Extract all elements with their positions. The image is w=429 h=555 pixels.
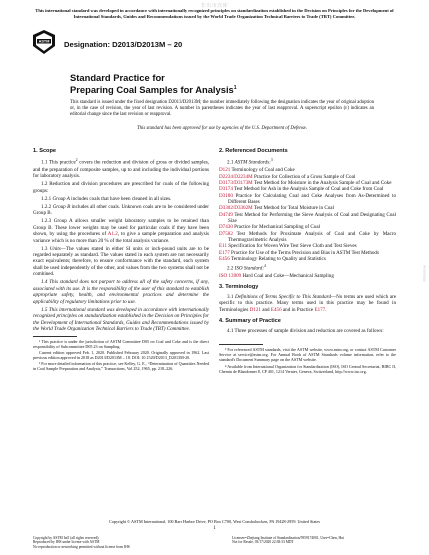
para-1-5: 1.5 This international standard was developed in accordance with internationally recognized principles on standardization established in the Decision on Principles for the Development of International Standards, Guides and Recommendations issued by the World Trade Organization Technical Barriers to Trade (TBT) Committee. — [33, 306, 209, 333]
reference-code-link[interactable]: D3174 — [219, 186, 233, 193]
reference-item — [219, 212, 396, 225]
section-4-heading: 4. Summary of Practice — [219, 318, 281, 325]
left-column — [33, 148, 209, 373]
license-right — [232, 536, 412, 545]
footnote-1-edition: Current edition approved Feb. 1, 2020. Published February 2020. Originally approved in 1962. Last previous edition approved in 2018 as D2013/D2013M – 18. DOI: 10.1520/D2013_D2013M-20. — [33, 350, 209, 361]
license-line: Copyright by ASTM Int'l (all rights reserved); — [33, 536, 100, 540]
title-line-1: Standard Practice for — [70, 72, 165, 83]
reference-code-link[interactable]: D4749 — [219, 211, 233, 218]
license-line: Reproduced by IHS under license with ASTM — [33, 540, 100, 545]
svg-text:ASTM: ASTM — [38, 39, 50, 44]
reference-code-link[interactable]: E177 — [219, 249, 230, 256]
issuance-note: This standard is issued under the fixed designation D2013/D2013M; the number immediately following the designation indicates the year of original adoption or, in the case of revision, the year of last revision. A number in parentheses indicates the year of last reapproval. A superscript epsilon (ε) indicates an editorial change since the last revision or reapproval. — [70, 100, 374, 118]
text: 1.2.3 Group A allows smaller weight laboratory samples to be retained than Group B. These lower weights may be used for particular coals if they have been shown, by using the procedures of — [33, 218, 209, 238]
text: and — [260, 306, 271, 313]
reference-item — [219, 231, 396, 244]
reference-title: Test Method for Moisture in the Analysis Sample of Coal and Coke — [252, 179, 392, 186]
reference-title: Practice for Use of the Terms Precision and Bias in ASTM Test Methods — [229, 249, 379, 256]
para-1-2-2 — [33, 204, 209, 217]
side-watermark: 非出市次库 — [422, 265, 426, 282]
reference-code-link[interactable]: D7430 — [219, 224, 233, 231]
title-line-2 — [70, 83, 370, 95]
reference-code-link[interactable]: D3180 — [219, 192, 233, 199]
wto-notice: This international standard was developed in accordance with internationally recognized principles on standardization established in the Decision on Principles for the Development of International Standards, Guides and Recommendations issued by the World Trade Organization Technical Barriers to Trade (TBT) Committee. — [35, 8, 394, 19]
text: includes all other coals. Unknown coals are to be considered under Group B. — [33, 203, 210, 217]
iso-standard-label: ISO Standard: — [234, 266, 265, 273]
num: 2.2 — [227, 266, 235, 273]
para-1-2-1 — [33, 196, 209, 202]
footnote-4: ⁴ Available from International Organization for Standardization (ISO), ISO Central Secretariat, BIBC II, Chemin de Blandonnet 8, CP 401, 1214 Vernier, Geneva, Switzerland, http://www.iso.org. — [219, 363, 396, 374]
reference-title: Test Methods for Proximate Analysis of Coal and Coke by Macro Thermogravimetric Analysis — [228, 230, 396, 243]
para-1-1-rest: covers the reduction and division of gross or divided samples, and the preparation of composite samples, up to and including the individual portions for laboratory analysis. — [33, 160, 209, 180]
para-1-2: 1.2 Reduction and division procedures are prescribed for coals of the following groups: — [33, 181, 209, 194]
text: —No terms are used which are specific to this practice. Many terms used in this practice may be found in Terminologies — [219, 293, 396, 313]
para-1-4: 1.4 This standard does not purport to address all of the safety concerns, if any, associated with its use. It is the responsibility of the user of this standard to establish appropriate safety, health, and environmental practices and determine the applicability of regulatory limitations prior to use. — [33, 279, 209, 305]
text: includes coals that have been cleaned in all sizes. — [69, 195, 172, 202]
license-line: No reproduction or networking permitted without license from IHS — [33, 544, 130, 549]
reference-item — [219, 193, 396, 206]
para-2-1 — [219, 157, 396, 166]
num: 1.3 — [41, 245, 50, 252]
reference-title: Test Method for Performing the Sieve Analysis of Coal and Designating Coal Size — [228, 211, 396, 224]
annex-link[interactable]: A1.2 — [107, 231, 118, 238]
license-left — [33, 536, 223, 549]
reference-title: Specification for Woven Wire Test Sieve Cloth and Test Sieves — [227, 243, 357, 250]
reference-title: Practice for Mechanical Sampling of Coal — [232, 224, 321, 231]
iso-reference — [219, 273, 396, 279]
para-4-1: 4.1 Three processes of sample division and reduction are covered as follows: — [227, 327, 384, 334]
reference-title: Terminology of Coal and Coke — [230, 167, 295, 174]
reference-item — [219, 256, 396, 262]
text: , to give a sample preparation and analysis variance which is no more than 20 % of the total analysis variance. — [33, 231, 209, 244]
d121-link[interactable]: D121 — [249, 306, 261, 313]
group-a-term: Group A — [52, 195, 70, 202]
license-line: Licensee=Zhejiang Institute of Standardization/5959174001, User=Chen, Hui — [232, 536, 344, 540]
text: —The values stated in either SI units or inch-pound units are to be regarded separately as standard. The values stated in each system are not necessarily exact equivalents; therefore, to ensure conformance with the standard, each system shall be used independently of the other, and values from the two systems shall not be combined. — [33, 245, 209, 278]
num: 3.1 — [227, 293, 235, 300]
astm-logo-icon — [33, 30, 55, 54]
section-1-heading: 1. Scope — [33, 148, 57, 154]
footnote-2: ² For more detailed information of this practice, see Kelley, G. E., “Determination of Quantities Needed in Coal Sample Preparation and Analysis,” Transactions, Vol 252, 1965, pp. 218–226. — [33, 361, 209, 372]
num: 1.2.2 — [41, 203, 53, 210]
e456-link[interactable]: E456 — [270, 306, 282, 313]
title-footnote-mark: 1 — [233, 85, 237, 91]
units-term: Units — [49, 245, 61, 252]
reference-code-link[interactable]: D3173/D3173M — [219, 179, 253, 186]
page-number: 1 — [213, 526, 216, 531]
e177-link[interactable]: E177 — [314, 306, 326, 313]
footnote-1: ¹ This practice is under the jurisdiction of ASTM Committee D05 on Coal and Coke and is the direct responsibility of Subcommittee D05.23 on Sampling. — [33, 338, 209, 349]
para-1-3 — [33, 246, 209, 278]
reference-code-link[interactable]: D3302/D3302M — [219, 205, 253, 212]
section-2-heading: 2. Referenced Documents — [219, 148, 288, 154]
para-3-1 — [219, 294, 396, 313]
para-1-2-3 — [33, 218, 209, 244]
group-b-term: Group B — [52, 203, 71, 210]
para-1-1-start: 1.1 This practice — [41, 160, 76, 167]
license-line: Not for Resale, 03/17/2020 22:38:33 MDT — [232, 540, 294, 545]
iso-reference-link[interactable]: ISO 13909 — [219, 273, 242, 280]
right-column — [219, 148, 396, 375]
title-main: Preparing Coal Samples for Analysis — [70, 84, 234, 96]
text: . — [325, 306, 327, 313]
astm-standards-label: ASTM Standards: — [234, 160, 271, 167]
text: and in Practice — [281, 306, 315, 313]
reference-title: Practice for Calculating Coal and Coke Analyses from As-Determined to Different Bases — [228, 192, 396, 205]
para-1-1 — [33, 157, 209, 179]
definitions-term: Definitions of Terms Specific to This Standard — [235, 293, 331, 300]
document-title — [70, 72, 370, 95]
designation: Designation: D2013/D2013M – 20 — [64, 40, 183, 49]
reference-code-link[interactable]: E11 — [219, 243, 228, 250]
num: 2.1 — [227, 160, 235, 167]
iso-reference-title: Hard Coal and Coke—Mechanical Sampling — [241, 273, 334, 280]
reference-list — [219, 167, 396, 262]
footnote-2-mark: 2 — [75, 158, 78, 163]
footnote-divider — [219, 344, 263, 345]
footnote-3-mark: 3 — [270, 158, 273, 163]
dod-approval-note: This standard has been approved for use by agencies of the U.S. Department of Defense. — [136, 126, 308, 131]
reference-title: Test Method for Total Moisture in Coal — [252, 205, 334, 212]
reference-title: Terminology Relating to Quality and Statistics — [229, 256, 326, 262]
footnote-3: ³ For referenced ASTM standards, visit the ASTM website, www.astm.org, or contact ASTM Customer Service at service@astm.org. For Annual Book of ASTM Standards volume information, refer to the standard's Document Summary page on the ASTM website. — [219, 347, 396, 363]
para-2-2 — [219, 263, 396, 272]
section-3-heading: 3. Terminology — [219, 284, 259, 291]
reference-code-link[interactable]: E456 — [219, 256, 230, 262]
footnote-divider — [33, 336, 77, 337]
reference-title: Practice for Collection of a Gross Sample of Coal — [252, 173, 356, 180]
footnote-4-mark: 4 — [264, 264, 266, 269]
reference-code-link[interactable]: D2234/D2234M — [219, 173, 253, 180]
reference-code-link[interactable]: D7582 — [219, 230, 233, 237]
reference-code-link[interactable]: D121 — [219, 167, 231, 174]
copyright-line: Copyright © ASTM International, 100 Barr Harbor Drive, PO Box C700, West Conshohocken, PA 19428-2959. United States — [109, 519, 320, 524]
num: 1.2.1 — [41, 195, 53, 202]
reference-title: Test Method for Ash in the Analysis Sample of Coal and Coke from Coal — [232, 186, 384, 193]
top-watermark: 非出市次库 — [200, 4, 229, 9]
